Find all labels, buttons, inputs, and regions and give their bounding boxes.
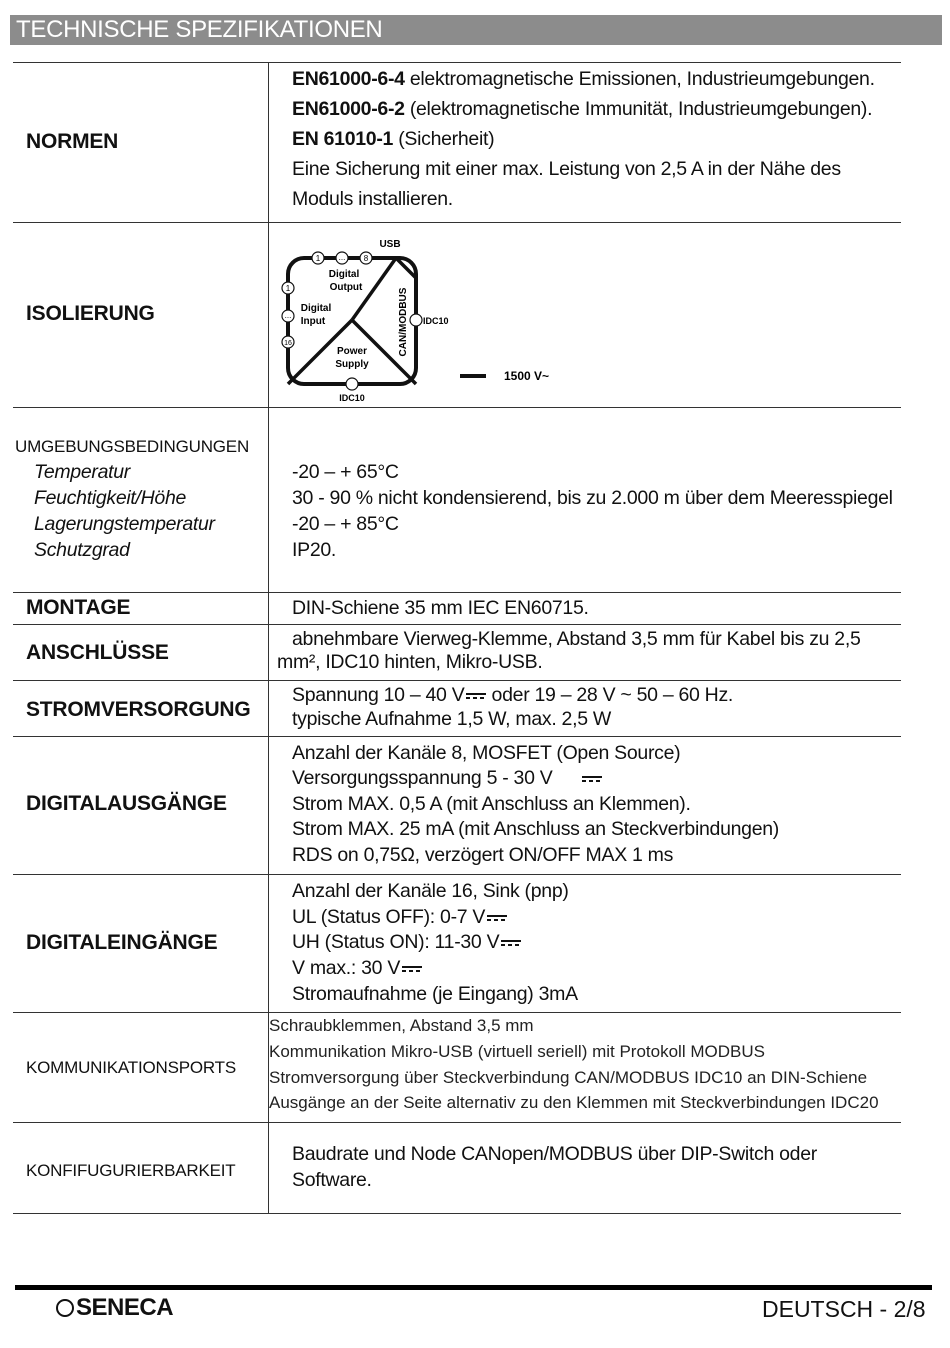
anschluesse-line-2: mm², IDC10 hinten, Mikro-USB. [277, 651, 543, 673]
svg-text:1: 1 [285, 284, 291, 293]
row-divider [13, 1012, 901, 1013]
svg-text:USB: USB [379, 239, 401, 250]
env-value-temperature: -20 – + 65°C [292, 461, 399, 483]
row-divider [13, 222, 901, 223]
din-line-3: UH (Status ON): 11-30 V [292, 931, 521, 954]
column-divider [268, 62, 269, 1213]
montage-value: DIN-Schiene 35 mm IEC EN60715. [292, 597, 589, 619]
row-divider [13, 736, 901, 737]
konf-line-1: Baudrate und Node CANopen/MODBUS über DIP-Switch oder [292, 1143, 817, 1165]
label-kommunikationsports: KOMMUNIKATIONSPORTS [26, 1058, 236, 1077]
svg-text:...: ... [338, 253, 346, 262]
page-indicator: DEUTSCH - 2/8 [762, 1296, 926, 1322]
table-border-bottom [13, 1213, 901, 1214]
env-value-humidity: 30 - 90 % nicht kondensierend, bis zu 2.000 m über dem Meeresspiegel [292, 487, 893, 509]
din-line-2: UL (Status OFF): 0-7 V [292, 906, 507, 929]
normen-line-3: EN 61010-1 (Sicherheit) [292, 128, 495, 150]
dout-line-3: Strom MAX. 0,5 A (mit Anschluss an Klemmen). [292, 793, 691, 815]
svg-text:...: ... [284, 311, 292, 320]
label-digitaleingaenge: DIGITALEINGÄNGE [26, 931, 218, 954]
svg-text:Input: Input [300, 316, 326, 327]
svg-text:Output: Output [329, 282, 363, 293]
komm-line-1: Schraubklemmen, Abstand 3,5 mm [269, 1016, 534, 1035]
komm-line-3: Stromversorgung über Steckverbindung CAN/MODBUS IDC10 an DIN-Schiene [269, 1068, 868, 1087]
svg-text:CAN/MODBUS: CAN/MODBUS [398, 287, 409, 357]
row-divider [13, 592, 901, 593]
normen-line-2: EN61000-6-2 (elektromagnetische Immunität, Industrieumgebungen). [292, 98, 873, 120]
normen-line-5: Moduls installieren. [292, 188, 453, 210]
env-name-protection: Schutzgrad [34, 539, 130, 561]
dc-symbol-icon [582, 775, 602, 783]
svg-text:8: 8 [363, 254, 369, 263]
dout-line-1: Anzahl der Kanäle 8, MOSFET (Open Source) [292, 742, 681, 764]
footer-rule [15, 1285, 932, 1290]
section-header [10, 15, 942, 45]
svg-text:Supply: Supply [335, 359, 369, 370]
normen-line-4: Eine Sicherung mit einer max. Leistung von 2,5 A in der Nähe des [292, 158, 841, 180]
env-value-protection: IP20. [292, 539, 337, 561]
strom-line-2: typische Aufnahme 1,5 W, max. 2,5 W [292, 708, 611, 730]
label-anschluesse: ANSCHLÜSSE [26, 641, 169, 664]
section-title: TECHNISCHE SPEZIFIKATIONEN [16, 16, 383, 43]
dc-symbol-icon [487, 914, 507, 922]
svg-text:Digital: Digital [300, 303, 332, 314]
table-border-top [13, 62, 901, 63]
label-stromversorgung: STROMVERSORGUNG [26, 698, 251, 721]
dc-symbol-icon [402, 965, 422, 973]
dc-symbol-icon [501, 939, 521, 947]
row-divider [13, 407, 901, 408]
komm-line-4: Ausgänge an der Seite alternativ zu den Klemmen mit Steckverbindungen IDC20 [269, 1093, 879, 1112]
svg-text:IDC10: IDC10 [339, 393, 365, 403]
isolation-diagram [276, 232, 576, 407]
label-umgebung: UMGEBUNGSBEDINGUNGEN [15, 437, 250, 456]
svg-text:1500 V~: 1500 V~ [504, 369, 550, 383]
dc-symbol-icon [466, 692, 486, 700]
anschluesse-line-1: abnehmbare Vierweg-Klemme, Abstand 3,5 mm für Kabel bis zu 2,5 [292, 628, 861, 650]
label-normen: NORMEN [26, 130, 119, 153]
row-divider [13, 624, 901, 625]
seneca-logo: SENECA [56, 1294, 173, 1322]
din-line-1: Anzahl der Kanäle 16, Sink (pnp) [292, 880, 569, 902]
row-divider [13, 874, 901, 875]
svg-text:Digital: Digital [328, 269, 360, 280]
strom-line-1: Spannung 10 – 40 V oder 19 – 28 V ~ 50 – 60 Hz. [292, 684, 734, 706]
env-name-temperature: Temperatur [34, 461, 130, 483]
svg-text:IDC10: IDC10 [423, 316, 449, 326]
svg-text:1: 1 [315, 254, 321, 263]
dout-line-2: Versorgungsspannung 5 - 30 V [292, 767, 602, 790]
label-isolierung: ISOLIERUNG [26, 302, 155, 325]
row-divider [13, 1122, 901, 1123]
label-konfigurierbarkeit: KONFIFUGURIERBARKEIT [26, 1161, 236, 1180]
env-value-storage: -20 – + 85°C [292, 513, 399, 535]
dout-line-5: RDS on 0,75Ω, verzögert ON/OFF MAX 1 ms [292, 844, 674, 866]
svg-text:16: 16 [284, 340, 292, 347]
env-name-humidity: Feuchtigkeit/Höhe [34, 487, 187, 509]
row-divider [13, 680, 901, 681]
label-montage: MONTAGE [26, 596, 131, 619]
svg-text:Power: Power [336, 346, 368, 357]
komm-line-2: Kommunikation Mikro-USB (virtuell seriell) mit Protokoll MODBUS [269, 1042, 765, 1061]
dout-line-4: Strom MAX. 25 mA (mit Anschluss an Steckverbindungen) [292, 818, 779, 840]
label-digitalausgaenge: DIGITALAUSGÄNGE [26, 792, 227, 815]
seneca-logo-icon [56, 1299, 74, 1317]
normen-line-1: EN61000-6-4 elektromagnetische Emissionen, Industrieumgebungen. [292, 68, 875, 90]
din-line-4: V max.: 30 V [292, 957, 422, 980]
env-name-storage: Lagerungstemperatur [34, 513, 215, 535]
din-line-5: Stromaufnahme (je Eingang) 3mA [292, 983, 578, 1005]
konf-line-2: Software. [292, 1169, 372, 1191]
